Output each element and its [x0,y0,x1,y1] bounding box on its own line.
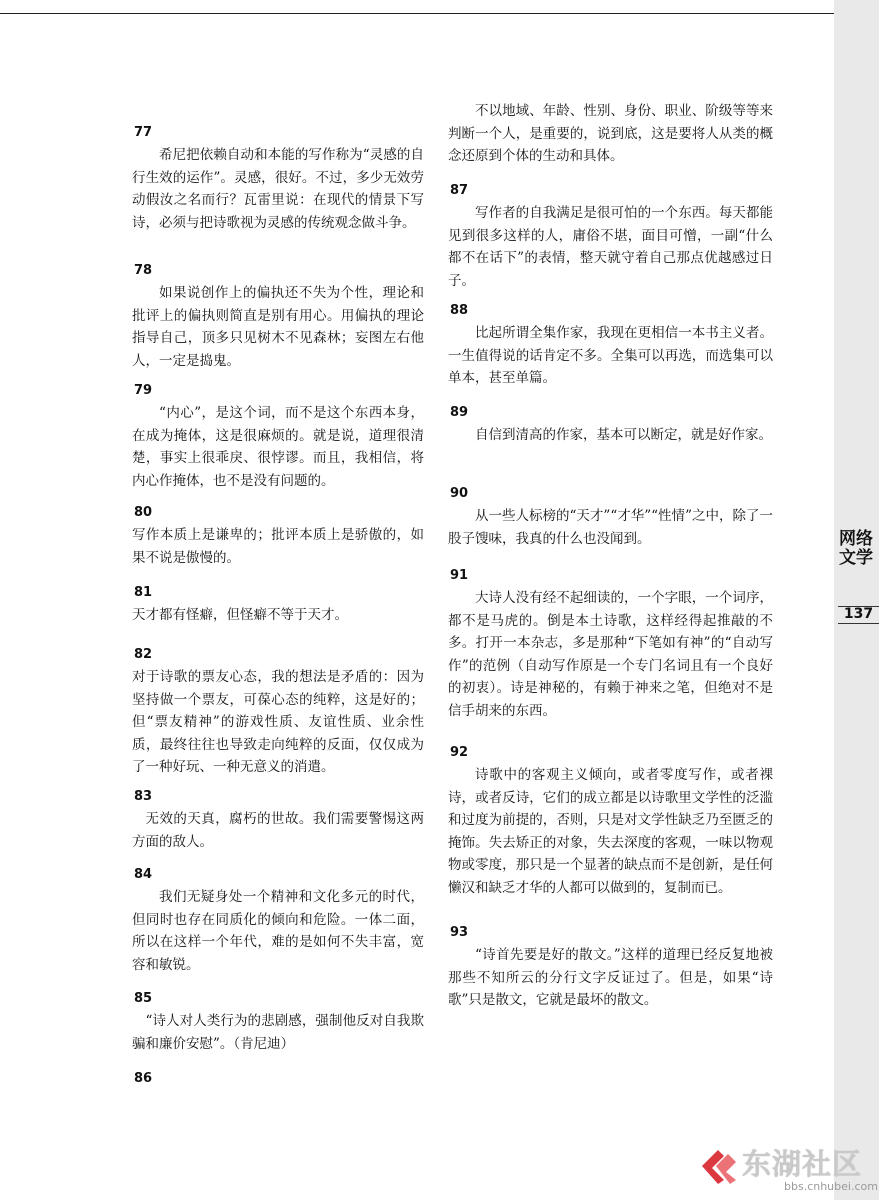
entry-text: 如果说创作上的偏执还不失为个性，理论和批评上的偏执则简直是别有用心。用偏执的理论指导自己，顶多只见树木不见森林；妄图左右他人，一定是捣鬼。 [132,285,424,369]
entry-text: 自信到清高的作家，基本可以断定，就是好作家。 [475,427,772,443]
aphorism-entry [448,922,773,1012]
entry-text: “诗人对人类行为的悲剧感，强制他反对自我欺骗和廉价安慰”。（肯尼迪） [132,1013,424,1052]
aphorism-entry [132,260,424,372]
entry-number: 85 [134,991,153,1006]
section-title: 网络文学 [839,529,873,568]
sidebar-band [834,0,879,1200]
entry-number: 87 [450,183,469,198]
aphorism-entry [448,180,773,292]
entry-text: 我们无疑身处一个精神和文化多元的时代，但同时也存在同质化的倾向和危险。一体二面，所以在这样一个年代，难的是如何不失丰富，宽容和敏锐。 [132,889,424,973]
entry-text: 无效的天真，腐朽的世故。我们需要警惕这两方面的敌人。 [132,811,424,850]
entry-text: 不以地域、年龄、性别、身份、职业、阶级等等来判断一个人，是重要的，说到底，这是要将人从类的概念还原到个体的生动和具体。 [448,103,773,164]
aphorism-entry [132,380,424,492]
entry-text: 诗歌中的客观主义倾向，或者零度写作，或者裸诗，或者反诗，它们的成立都是以诗歌里文学性的泛滥和过度为前提的，否则，只是对文学性缺乏乃至匮乏的掩饰。失去矫正的对象，失去深度的客观，一味以物观物或零度，那只是一个显著的缺点而不是创新，是任何懒汉和缺乏才华的人都可以做到的，复制而已。 [448,767,773,896]
aphorism-entry [132,122,424,234]
header-rule [0,13,834,14]
watermark-logo-icon [698,1144,740,1186]
entry-text: 希尼把依赖自动和本能的写作称为“灵感的自行生效的运作”。灵感，很好。不过，多少无效劳动假汝之名而行？瓦雷里说：在现代的情景下写诗，必须与把诗歌视为灵感的传统观念做斗争。 [132,147,424,231]
page-number: 137 [843,606,874,622]
entry-number: 83 [134,789,153,804]
aphorism-entry [132,582,424,627]
watermark-site-url: bbs.cnhubei.com [784,1180,878,1193]
entry-number: 91 [450,568,469,583]
entry-number: 90 [450,486,469,501]
entry-number: 78 [134,263,153,278]
aphorism-entry [448,402,773,447]
page-number-rule-bottom [838,623,879,624]
entry-number: 88 [450,303,469,318]
entry-number: 80 [134,505,153,520]
aphorism-entry [132,644,424,779]
entry-number: 79 [134,383,153,398]
aphorism-entry [132,502,424,569]
aphorism-entry [448,742,773,899]
entry-text: 比起所谓全集作家，我现在更相信一本书主义者。一生值得说的话肯定不多。全集可以再选，而选集可以单本，甚至单篇。 [448,325,773,386]
entry-number: 77 [134,125,153,140]
aphorism-entry [132,786,424,853]
watermark-site-name: 东湖社区 [742,1147,863,1181]
aphorism-entry [448,483,773,550]
site-watermark [698,1140,878,1196]
entry-text: “内心”，是这个词，而不是这个东西本身，在成为掩体，这是很麻烦的。就是说，道理很清楚，事实上很乖戾、很悖谬。而且，我相信，将内心作掩体，也不是没有问题的。 [132,405,424,489]
aphorism-entry [448,300,773,390]
entry-text: 写作者的自我满足是很可怕的一个东西。每天都能见到很多这样的人，庸俗不堪，面目可憎，一副“什么都不在话下”的表情，整天就守着自己那点优越感过日子。 [448,205,773,289]
entry-text: “诗首先要是好的散文。”这样的道理已经反复地被那些不知所云的分行文字反证过了。但是，如果“诗歌”只是散文，它就是最坏的散文。 [448,947,773,1008]
entry-number: 89 [450,405,469,420]
entry-number: 84 [134,867,153,882]
entry-number: 86 [134,1071,153,1086]
entry-text: 大诗人没有经不起细读的，一个字眼，一个词序，都不是马虎的。倒是本土诗歌，这样经得起推敲的不多。打开一本杂志，多是那种“下笔如有神”的“自动写作”的范例（自动写作原是一个专门名词且有一个良好的初衷）。诗是神秘的，有赖于神来之笔，但绝对不是信手胡来的东西。 [448,590,773,719]
entry-text: 天才都有怪癖，但怪癖不等于天才。 [132,607,348,623]
entry-number: 93 [450,925,469,940]
entry-number: 92 [450,745,469,760]
entry-number: 82 [134,647,153,662]
entry-text: 写作本质上是谦卑的；批评本质上是骄傲的，如果不说是傲慢的。 [132,527,424,566]
aphorism-entry [448,565,773,722]
aphorism-entry [132,1068,424,1090]
aphorism-entry [132,988,424,1055]
entry-number: 81 [134,585,153,600]
entry-text: 从一些人标榜的“天才”“才华”“性情”之中，除了一股子馊味，我真的什么也没闻到。 [448,508,773,547]
aphorism-entry [132,864,424,976]
entry-text: 对于诗歌的票友心态，我的想法是矛盾的：因为坚持做一个票友，可葆心态的纯粹，这是好的；但“票友精神”的游戏性质、友谊性质、业余性质，最终往往也导致走向纯粹的反面，仅仅成为了一种好玩、一种无意义的消遣。 [132,669,424,775]
aphorism-entry-continued [448,100,773,168]
